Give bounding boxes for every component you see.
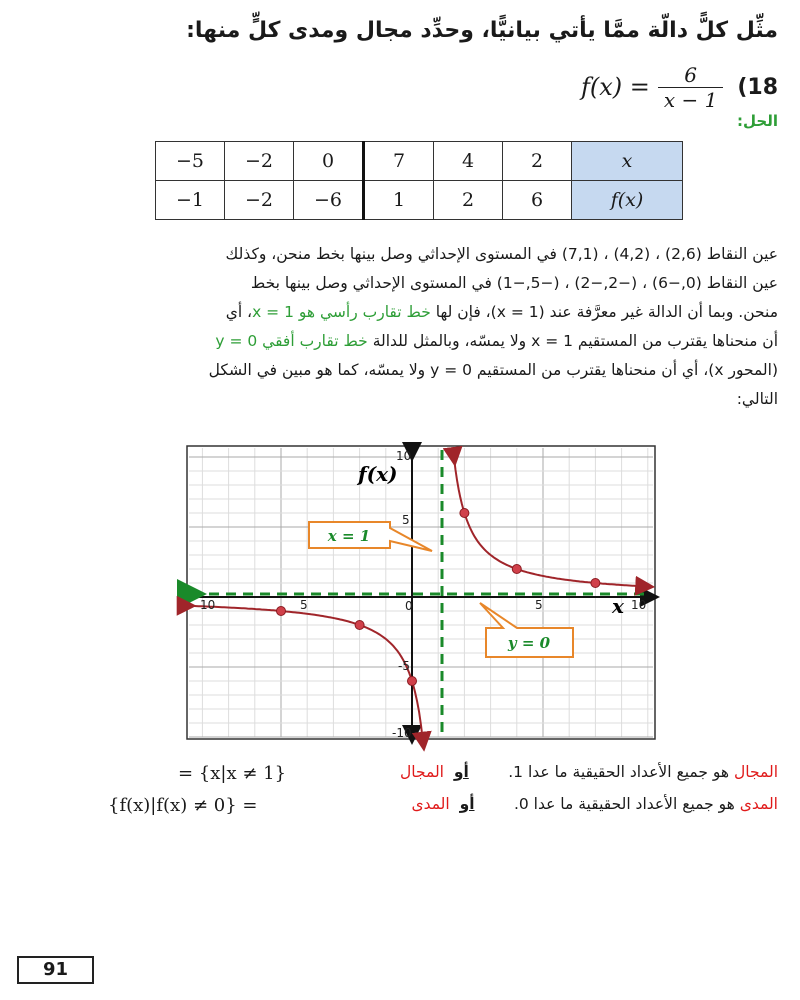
tick-label: 5: [300, 598, 308, 612]
tick-label: 10: [631, 598, 647, 612]
range-word: المدى: [411, 795, 450, 813]
table-cell: −2: [225, 142, 294, 181]
domain-statement: [400, 763, 778, 781]
callout-label: x = 1: [327, 527, 371, 545]
paragraph-text: أن منحناها يقترب من المستقيم x = 1 ولا يمسّه، وبالمثل للدالة: [367, 332, 778, 350]
formula-numerator: 6: [684, 62, 697, 87]
table-cell: 7: [364, 142, 434, 181]
table-cell: −1: [156, 181, 225, 220]
table-header-fx: f(x): [572, 181, 683, 220]
tick-label: 10: [200, 598, 216, 612]
or-word: أو: [453, 763, 469, 781]
domain-word: المجال: [734, 763, 778, 781]
table-cell: 1: [364, 181, 434, 220]
range-statement: [411, 795, 778, 813]
y-axis-label: f(x): [358, 462, 398, 486]
callout-label: y = 0: [507, 634, 551, 652]
range-set: {f(x)|f(x) ≠ 0} =: [108, 795, 258, 816]
exercise-heading: مثِّل كلًّ دالّة ممَّا يأتي بيانيًّا، وحدِّد مجال ومدى كلٍّ منها:: [186, 18, 778, 43]
tick-label: 5: [535, 598, 543, 612]
paragraph-text: منحن. وبما أن الدالة غير معرَّفة عند (x = 1)، فإن لها: [430, 303, 778, 321]
paragraph-text: ، أي: [225, 303, 253, 321]
range-text: هو جميع الأعداد الحقيقية ما عدا 0.: [513, 795, 740, 813]
tick-label: -10: [392, 726, 412, 740]
paragraph-line: (المحور x)، أي أن منحناها يقترب من المستقيم y = 0 ولا يمسّه، كما هو مبين في الشكل: [208, 361, 778, 379]
tick-label: -5: [398, 659, 410, 673]
formula-lhs: f(x) =: [580, 73, 650, 101]
plotted-point: [460, 509, 469, 518]
paragraph-line: عين النقاط (2,6) ، (4,2) ، (7,1) في المستوى الإحداثي وصل بينها بخط منحن، وكذلك: [225, 245, 778, 263]
table-cell: −6: [294, 181, 364, 220]
question-number: (18: [737, 74, 778, 100]
x-axis-label: x: [612, 594, 624, 618]
domain-set: = {x|x ≠ 1}: [178, 763, 287, 784]
tick-label: 5: [402, 513, 410, 527]
page-number: 91: [17, 956, 94, 984]
paragraph-line: عين النقاط (0,−6) ، (−2,−2) ، (−5,−1) في المستوى الإحداثي وصل بينها بخط: [250, 274, 778, 292]
solution-label: الحل:: [737, 112, 778, 130]
or-word: أو: [459, 795, 475, 813]
plotted-point: [355, 621, 364, 630]
table-cell: 6: [503, 181, 572, 220]
plotted-point: [512, 565, 521, 574]
domain-word: المجال: [400, 763, 444, 781]
table-cell: −5: [156, 142, 225, 181]
table-cell: 2: [503, 142, 572, 181]
formula-denominator: x − 1: [658, 87, 723, 112]
paragraph-line: التالي:: [736, 390, 778, 408]
table-header-x: x: [572, 142, 683, 181]
table-cell: 2: [434, 181, 503, 220]
vertical-asymptote-text: خط تقارب رأسي هو x = 1: [252, 303, 431, 321]
horizontal-asymptote-text: خط تقارب أفقي y = 0: [215, 332, 368, 350]
table-cell: 4: [434, 142, 503, 181]
plotted-point: [277, 607, 286, 616]
plotted-point: [408, 677, 417, 686]
plotted-point: [591, 579, 600, 588]
domain-text: هو جميع الأعداد الحقيقية ما عدا 1.: [508, 763, 735, 781]
range-word: المدى: [739, 795, 778, 813]
table-cell: −2: [225, 181, 294, 220]
tick-label: 0: [405, 599, 413, 613]
table-cell: 0: [294, 142, 364, 181]
tick-label: 10: [396, 449, 412, 463]
